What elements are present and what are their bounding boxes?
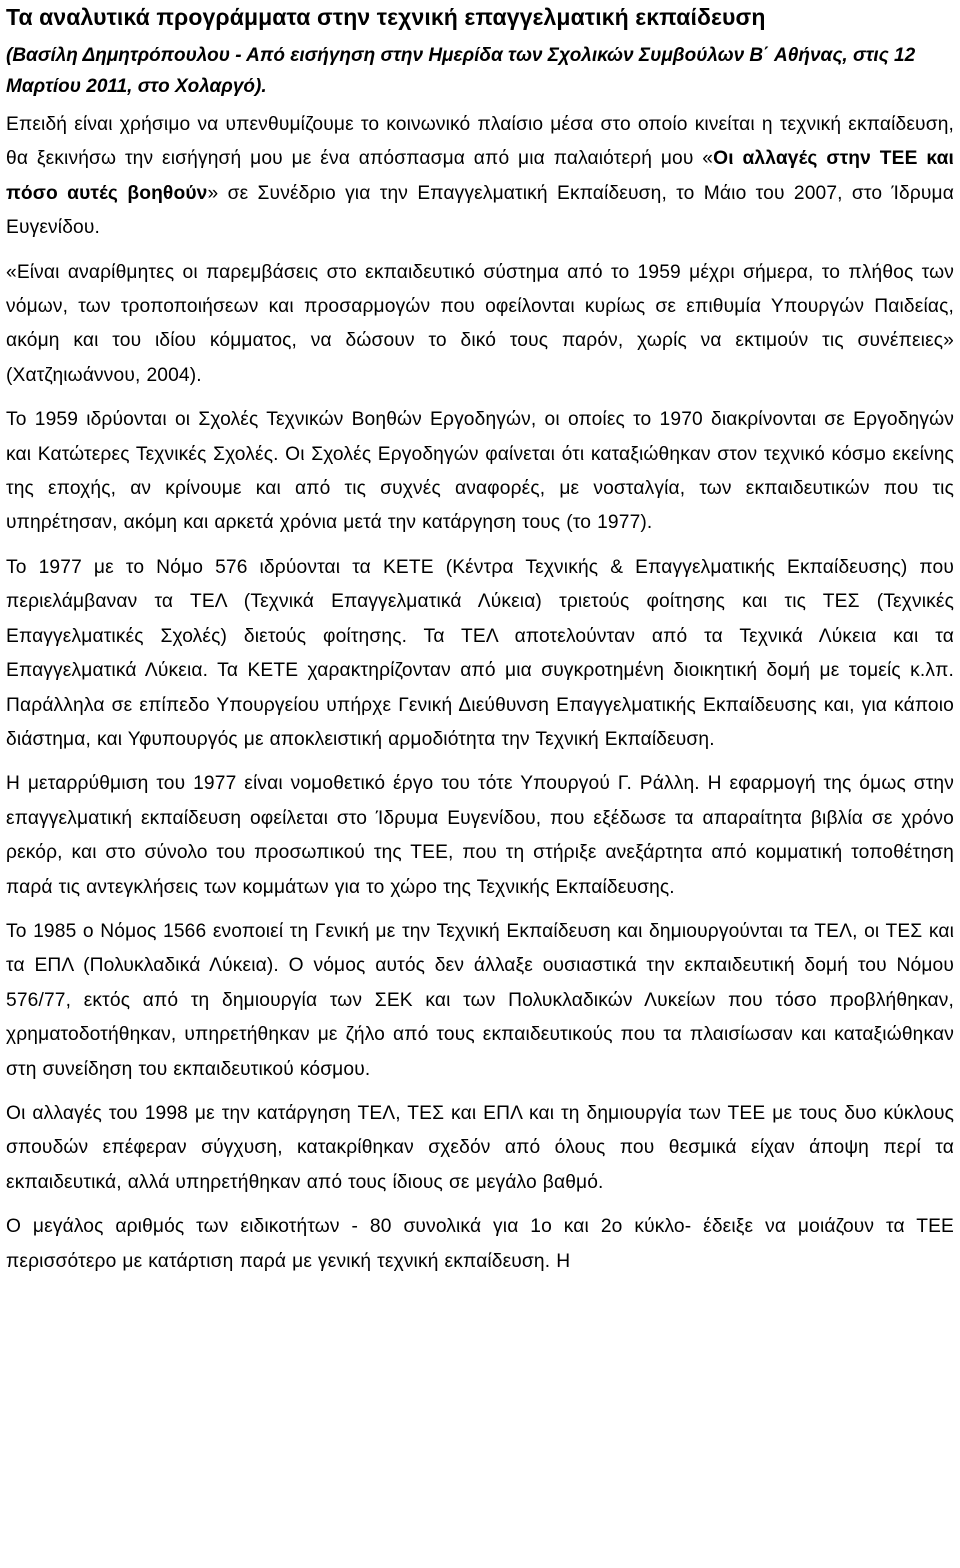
paragraph-1-bold-title: Οι αλλαγές στην ΤΕΕ και πόσο αυτές βοηθούν	[6, 148, 954, 204]
paragraph-1-text-start: Επειδή είναι χρήσιμο να υπενθυμίζουμε το κοινωνικό πλαίσιο μέσα στο οποίο κινείται η τεχνική εκπαίδευση, θα ξεκινήσω την εισήγησή μου με ένα απόσπασμα από μια παλαιότερή μου «	[6, 114, 954, 170]
paragraph-1-text-end: » σε Συνέδριο για την Επαγγελματική Εκπαίδευση, το Μάιο του 2007, στο Ίδρυμα Ευγενίδου.	[6, 182, 954, 239]
paragraph-4: Το 1977 με το Νόμο 576 ιδρύονται τα ΚΕΤΕ (Κέντρα Τεχνικής & Επαγγελματικής Εκπαίδευσης) που περιελάμβαναν τα ΤΕΛ (Τεχνικά Επαγγελματικά Λύκεια) τριετούς φοίτησης και τις ΤΕΣ (Τεχνικές Επαγγελματικές Σχολές) διετούς φοίτησης. Τα ΤΕΛ αποτελούνταν από τα Τεχνικά Λύκεια και τα Επαγγελματικά Λύκεια. Τα ΚΕΤΕ χαρακτηρίζονταν από μια συγκροτημένη διοικητική δομή με τομείς κ.λπ. Παράλληλα σε επίπεδο Υπουργείου υπήρχε Γενική Διεύθυνση Επαγγελματικής Εκπαίδευσης και, για κάποιο διάστημα, και Υφυπουργός με αποκλειστική αρμοδιότητα την Τεχνική Εκπαίδευση.	[6, 556, 954, 750]
paragraph-1	[6, 108, 954, 246]
paragraph-3: Το 1959 ιδρύονται οι Σχολές Τεχνικών Βοηθών Εργοδηγών, οι οποίες το 1970 διακρίνονται σε Εργοδηγών και Κατώτερες Τεχνικές Σχολές. Οι Σχολές Εργοδηγών φαίνεται ότι καταξιώθηκαν στον τεχνικό κόσμο εκείνης της εποχής, αν κρίνουμε και από τις συχνές αναφορές, με νοσταλγία, των εκπαιδευτικών που τις υπηρέτησαν, ακόμη και αρκετά χρόνια μετά την κατάργηση τους (το 1977).	[6, 409, 954, 534]
paragraph-2-quote: «Είναι αναρίθμητες οι παρεμβάσεις στο εκπαιδευτικό σύστημα από το 1959 μέχρι σήμερα, το πλήθος των νόμων, των τροποποιήσεων και προσαρμογών που οφείλονται κυρίως σε επιθυμία Υπουργών Παιδείας, ακόμη και του ιδίου κόμματος, να δώσουν το δικό τους παρόν, χωρίς να εκτιμούν τις συνέπειες» (Χατζηιωάννου, 2004).	[6, 261, 954, 386]
document-title: Τα αναλυτικά προγράμματα στην τεχνική επαγγελματική εκπαίδευση	[6, 4, 766, 30]
paragraph-7: Οι αλλαγές του 1998 με την κατάργηση ΤΕΛ, ΤΕΣ και ΕΠΛ και τη δημιουργία των ΤΕΕ με τους δυο κύκλους σπουδών επέφεραν σύγχυση, κατακρίθηκαν σχεδόν από όλους που θεσμικά είχαν άποψη περί τα εκπαιδευτικά, αλλά υπηρετήθηκαν από τους ίδιους σε μεγάλο βαθμό.	[6, 1102, 954, 1193]
document-subtitle: (Βασίλη Δημητρόπουλου - Από εισήγηση στην Ημερίδα των Σχολικών Συμβούλων Β΄ Αθήνας, στις 12 Μαρτίου 2011, στο Χολαργό).	[6, 45, 916, 97]
paragraph-5: Η μεταρρύθμιση του 1977 είναι νομοθετικό έργο του τότε Υπουργού Γ. Ράλλη. Η εφαρμογή της όμως στην επαγγελματική εκπαίδευση οφείλεται στο Ίδρυμα Ευγενίδου, που εξέδωσε τα απαραίτητα βιβλία σε χρόνο ρεκόρ, και στο σύνολο του προσωπικού της ΤΕΕ, που τη στήριξε ανεξάρτητα από κομματική τοποθέτηση παρά τις αντεγκλήσεις των κομμάτων για το χώρο της Τεχνικής Εκπαίδευσης.	[6, 773, 954, 898]
paragraph-8: Ο μεγάλος αριθμός των ειδικοτήτων - 80 συνολικά για 1ο και 2ο κύκλο- έδειξε να μοιάζουν τα ΤΕΕ περισσότερο με κατάρτιση παρά με γενική τεχνική εκπαίδευση. Η	[6, 1216, 954, 1272]
paragraph-6: Το 1985 ο Νόμος 1566 ενοποιεί τη Γενική με την Τεχνική Εκπαίδευση και δημιουργούνται τα ΤΕΛ, οι ΤΕΣ και τα ΕΠΛ (Πολυκλαδικά Λύκεια). Ο νόμος αυτός δεν άλλαξε ουσιαστικά την εκπαιδευτική δομή του Νόμου 576/77, εκτός από τη δημιουργία των ΣΕΚ και των Πολυκλαδικών Λυκείων που τόσο προβλήθηκαν, χρηματοδοτήθηκαν, υπηρετήθηκαν με ζήλο από τους εκπαιδευτικούς που τα πλαισίωσαν και καταξιώθηκαν στη συνείδηση του εκπαιδευτικού κόσμου.	[6, 920, 954, 1080]
document-page	[6, 0, 954, 1279]
